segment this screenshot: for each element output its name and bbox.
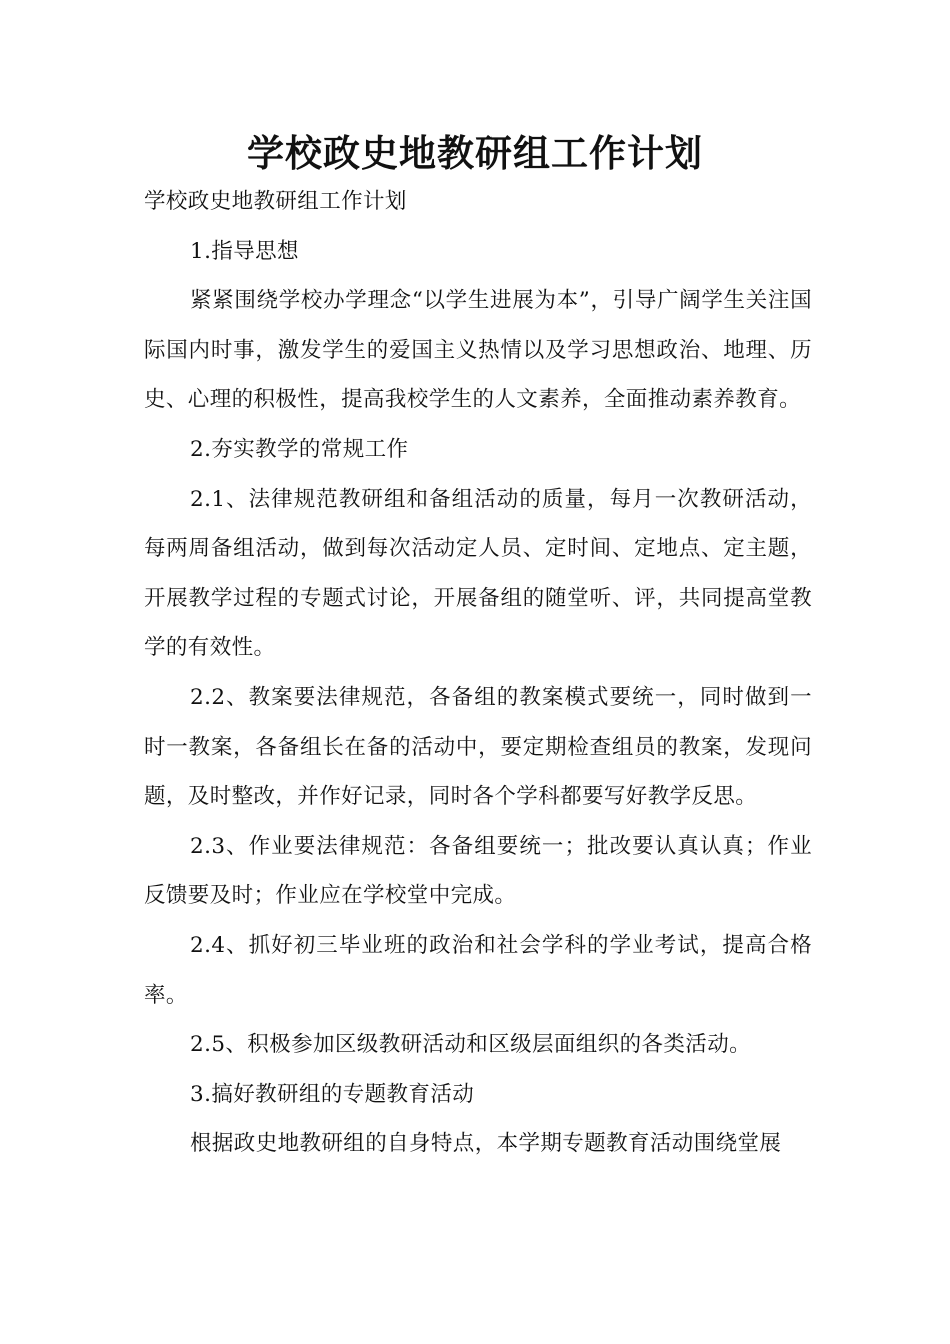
- section-heading-1: 1.指导思想: [190, 238, 299, 264]
- body-paragraph: 2.3、作业要法律规范：各备组要统一；批改要认真认真；作业反馈要及时；作业应在学校堂中完成。: [144, 833, 812, 909]
- body-paragraph: 2.2、教案要法律规范，各备组的教案模式要统一，同时做到一时一教案，各备组长在备的活动中，要定期检查组员的教案，发现问题，及时整改，并作好记录，同时各个学科都要写好教学反思。: [144, 684, 812, 810]
- body-paragraph: 紧紧围绕学校办学理念“以学生进展为本”，引导广阔学生关注国际国内时事，激发学生的爱国主义热情以及学习思想政治、地理、历史、心理的积极性，提高我校学生的人文素养，全面推动素养教育。: [144, 288, 812, 413]
- body-paragraph: 2.5、积极参加区级教研活动和区级层面组织的各类活动。: [190, 1032, 751, 1058]
- section-heading-2: 2.夯实教学的常规工作: [190, 436, 409, 462]
- body-paragraph: 2.4、抓好初三毕业班的政治和社会学科的学业考试，提高合格率。: [144, 932, 812, 1008]
- body-paragraph: 根据政史地教研组的自身特点，本学期专题教育活动围绕堂展: [190, 1131, 782, 1157]
- document-body: [144, 177, 812, 1169]
- body-paragraph: 2.1、法律规范教研组和备组活动的质量，每月一次教研活动，每两周备组活动，做到每次活动定人员、定时间、定地点、定主题，开展教学过程的专题式讨论，开展备组的随堂听、评，共同提高堂教学的有效性。: [144, 486, 812, 661]
- section-heading-3: 3.搞好教研组的专题教育活动: [190, 1081, 475, 1107]
- document-subtitle: 学校政史地教研组工作计划: [144, 189, 407, 214]
- document-title: 学校政史地教研组工作计划: [247, 132, 703, 175]
